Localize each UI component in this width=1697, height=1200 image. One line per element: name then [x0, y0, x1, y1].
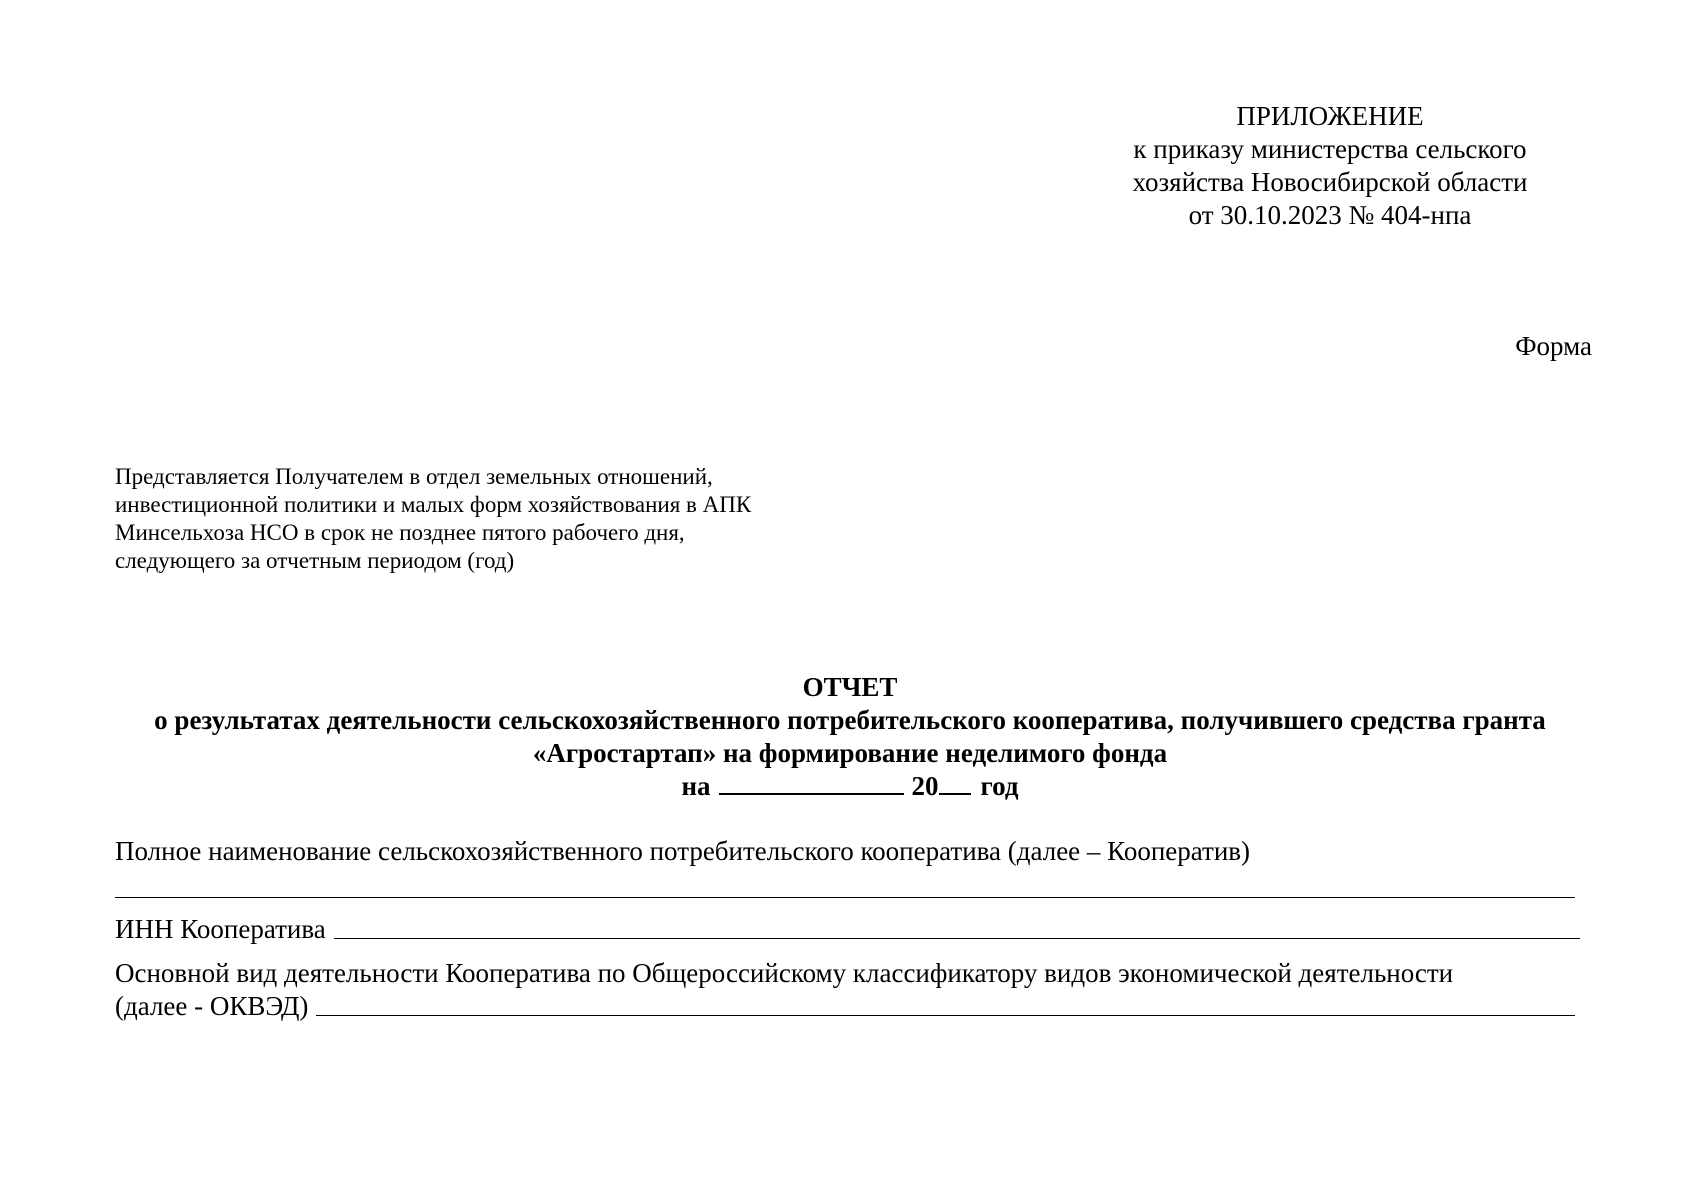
inn-blank-field[interactable]	[334, 937, 1580, 939]
okved-blank-field[interactable]	[316, 1014, 1575, 1016]
appendix-date-number: от 30.10.2023 № 404-нпа	[1188, 200, 1472, 230]
appendix-ministry-line: хозяйства Новосибирской области	[1132, 167, 1528, 197]
inn-label: ИНН Кооператива	[115, 914, 326, 944]
inn-row	[115, 913, 1580, 946]
period-prefix: на	[681, 771, 711, 801]
okved-label: Основной вид деятельности Кооператива по Общероссийскому классификатору видов экономической деятельности	[115, 958, 1454, 988]
report-title-block	[110, 671, 1590, 803]
submission-line: следующего за отчетным периодом (год)	[115, 548, 515, 573]
year-blank-field[interactable]	[939, 792, 971, 795]
appendix-title: ПРИЛОЖЕНИЕ	[1236, 101, 1424, 131]
report-subtitle: о результатах деятельности сельскохозяйственного потребительского кооператива, получившего средства гранта	[154, 705, 1546, 735]
submission-line: инвестиционной политики и малых форм хозяйствования в АПК	[115, 492, 752, 517]
submission-line: Минсельхоза НСО в срок не позднее пятого рабочего дня,	[115, 520, 685, 545]
period-year-prefix: 20	[911, 771, 939, 801]
full-name-label: Полное наименование сельскохозяйственного потребительского кооператива (далее – Кооператив)	[115, 836, 1251, 866]
form-label: Форма	[1515, 331, 1592, 361]
report-subtitle-continued: «Агростартап» на формирование неделимого фонда	[532, 738, 1168, 768]
appendix-order-line: к приказу министерства сельского	[1133, 134, 1527, 164]
appendix-header	[1100, 100, 1560, 232]
report-heading: ОТЧЕТ	[802, 672, 898, 702]
submission-line: Представляется Получателем в отдел земельных отношений,	[115, 464, 713, 489]
period-blank-field[interactable]	[719, 792, 904, 795]
submission-note	[115, 463, 835, 575]
full-name-blank-field[interactable]	[115, 897, 1575, 898]
okved-row	[115, 990, 1575, 1023]
okved-label-continued: (далее - ОКВЭД)	[115, 991, 309, 1021]
period-suffix: год	[980, 771, 1019, 801]
report-period	[110, 770, 1590, 803]
